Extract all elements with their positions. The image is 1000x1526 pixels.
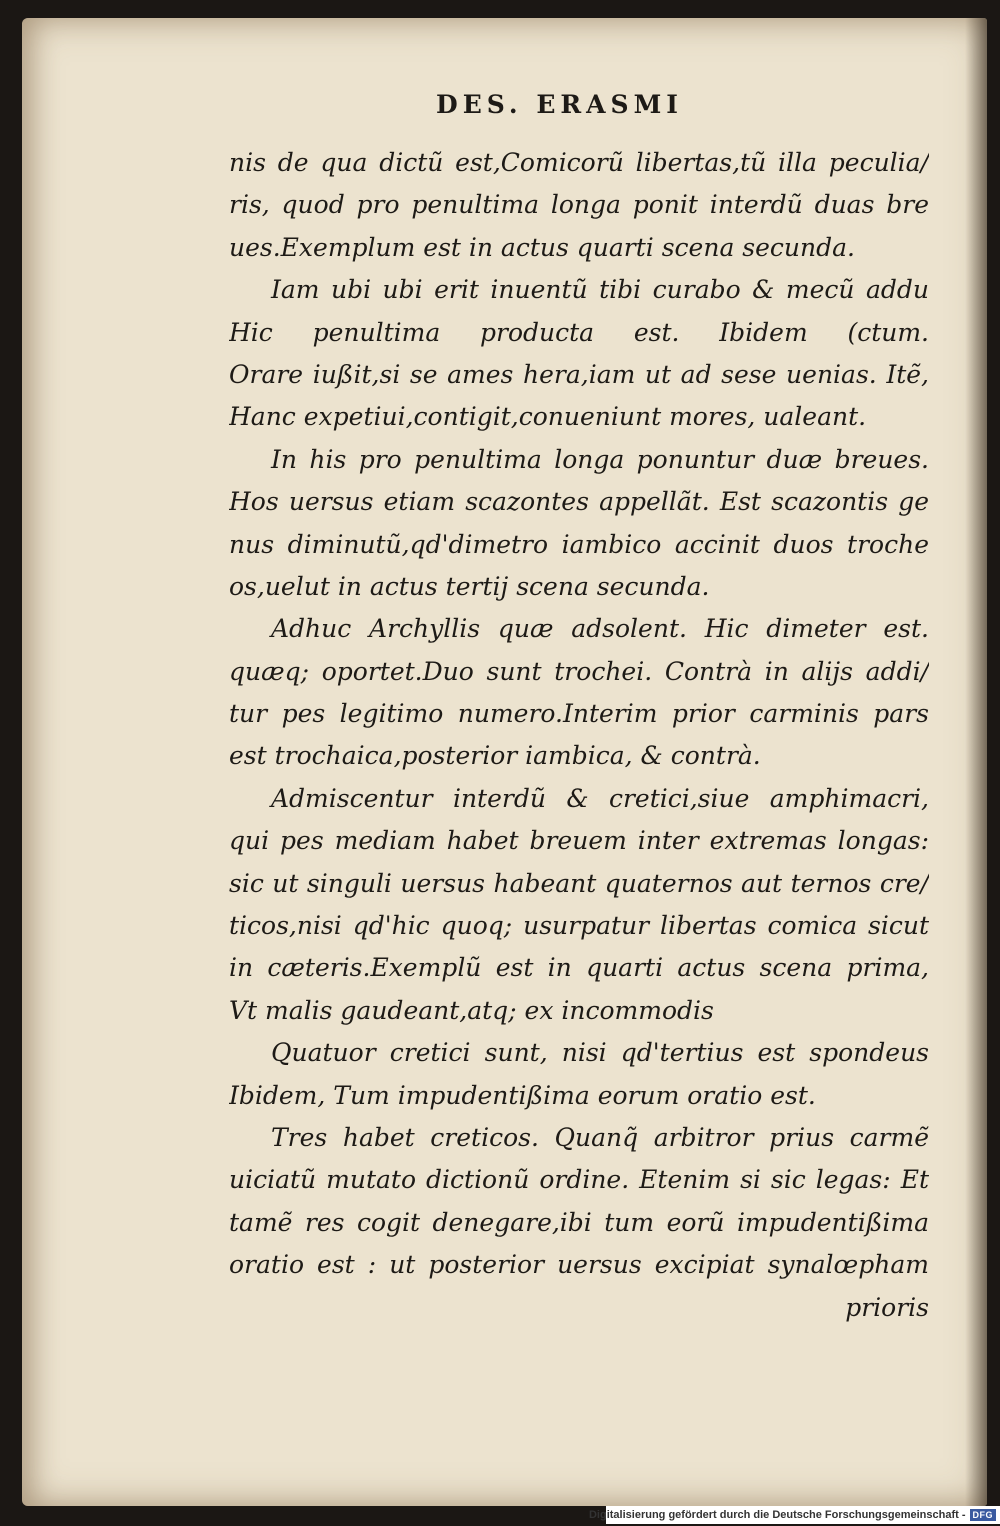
text-line: Vt malis gaudeant,atq; ex incommodis (229, 995, 714, 1025)
catchword: prioris (845, 1292, 929, 1322)
text-line: nus diminutũ,qd'dimetro iambico accinit duos troche (229, 529, 929, 559)
text-line: Admiscentur interdũ & cretici,siue amphimacri, (271, 783, 929, 813)
text-line: Hos uersus etiam scazontes appellãt. Est scazontis ge (229, 487, 929, 517)
text-line: os,uelut in actus tertij scena secunda. (229, 571, 710, 601)
text-line: ticos,nisi qd'hic quoq; usurpatur libertas comica sicut (229, 911, 929, 941)
digitization-footer (588, 1506, 1000, 1524)
text-line: Adhuc Archyllis quæ adsolent. Hic dimeter est. (271, 614, 929, 644)
text-line: quæq; oportet.Duo sunt trochei. Contrà in alijs addi/ (229, 656, 929, 686)
text-line: uiciatũ mutato dictionũ ordine. Etenim si sic legas: Et (229, 1165, 929, 1195)
text-line: tamẽ res cogit denegare,ibi tum eorũ impudentißima (229, 1207, 929, 1237)
text-line: sic ut singuli uersus habeant quaternos aut ternos cre/ (229, 868, 929, 898)
funding-notice: Digitalisierung gefördert durch die Deutsche Forschungsgemeinschaft - (588, 1509, 966, 1521)
text-line: In his pro penultima longa ponuntur duæ breues. (271, 444, 929, 474)
text-line: ris, quod pro penultima longa ponit interdũ duas bre (229, 190, 929, 220)
text-line: Iam ubi ubi erit inuentũ tibi curabo & mecũ addu (271, 275, 929, 305)
text-line: qui pes mediam habet breuem inter extremas longas: (229, 826, 929, 856)
text-line: Orare iußit,si se ames hera,iam ut ad sese uenias. Itẽ, (229, 359, 929, 389)
body-text (229, 142, 929, 1329)
text-line: ues.Exemplum est in actus quarti scena secunda. (229, 232, 855, 262)
running-head: DES. ERASMI (436, 90, 683, 119)
text-line: oratio est : ut posterior uersus excipiat synalœpham (229, 1250, 929, 1280)
page-gutter-shadow (965, 18, 987, 1506)
book-page (22, 18, 987, 1506)
text-line: nis de qua dictũ est,Comicorũ libertas,tũ illa peculia/ (229, 148, 929, 177)
text-line: Quatuor cretici sunt, nisi qd'tertius est spondeus (271, 1038, 929, 1068)
text-line: tur pes legitimo numero.Interim prior carminis pars (229, 699, 929, 729)
text-line: Ibidem, Tum impudentißima eorum oratio est. (229, 1080, 816, 1110)
dfg-logo-icon: DFG (970, 1509, 997, 1521)
text-line: in cæteris.Exemplũ est in quarti actus scena prima, (229, 953, 929, 983)
text-line: Hic penultima producta est. Ibidem (ctum. (229, 317, 929, 347)
text-line: Tres habet creticos. Quanq̃ arbitror prius carmẽ (271, 1122, 929, 1152)
text-line: est trochaica,posterior iambica, & contrà. (229, 741, 761, 771)
text-line: Hanc expetiui,contigit,conueniunt mores, ualeant. (229, 402, 867, 432)
